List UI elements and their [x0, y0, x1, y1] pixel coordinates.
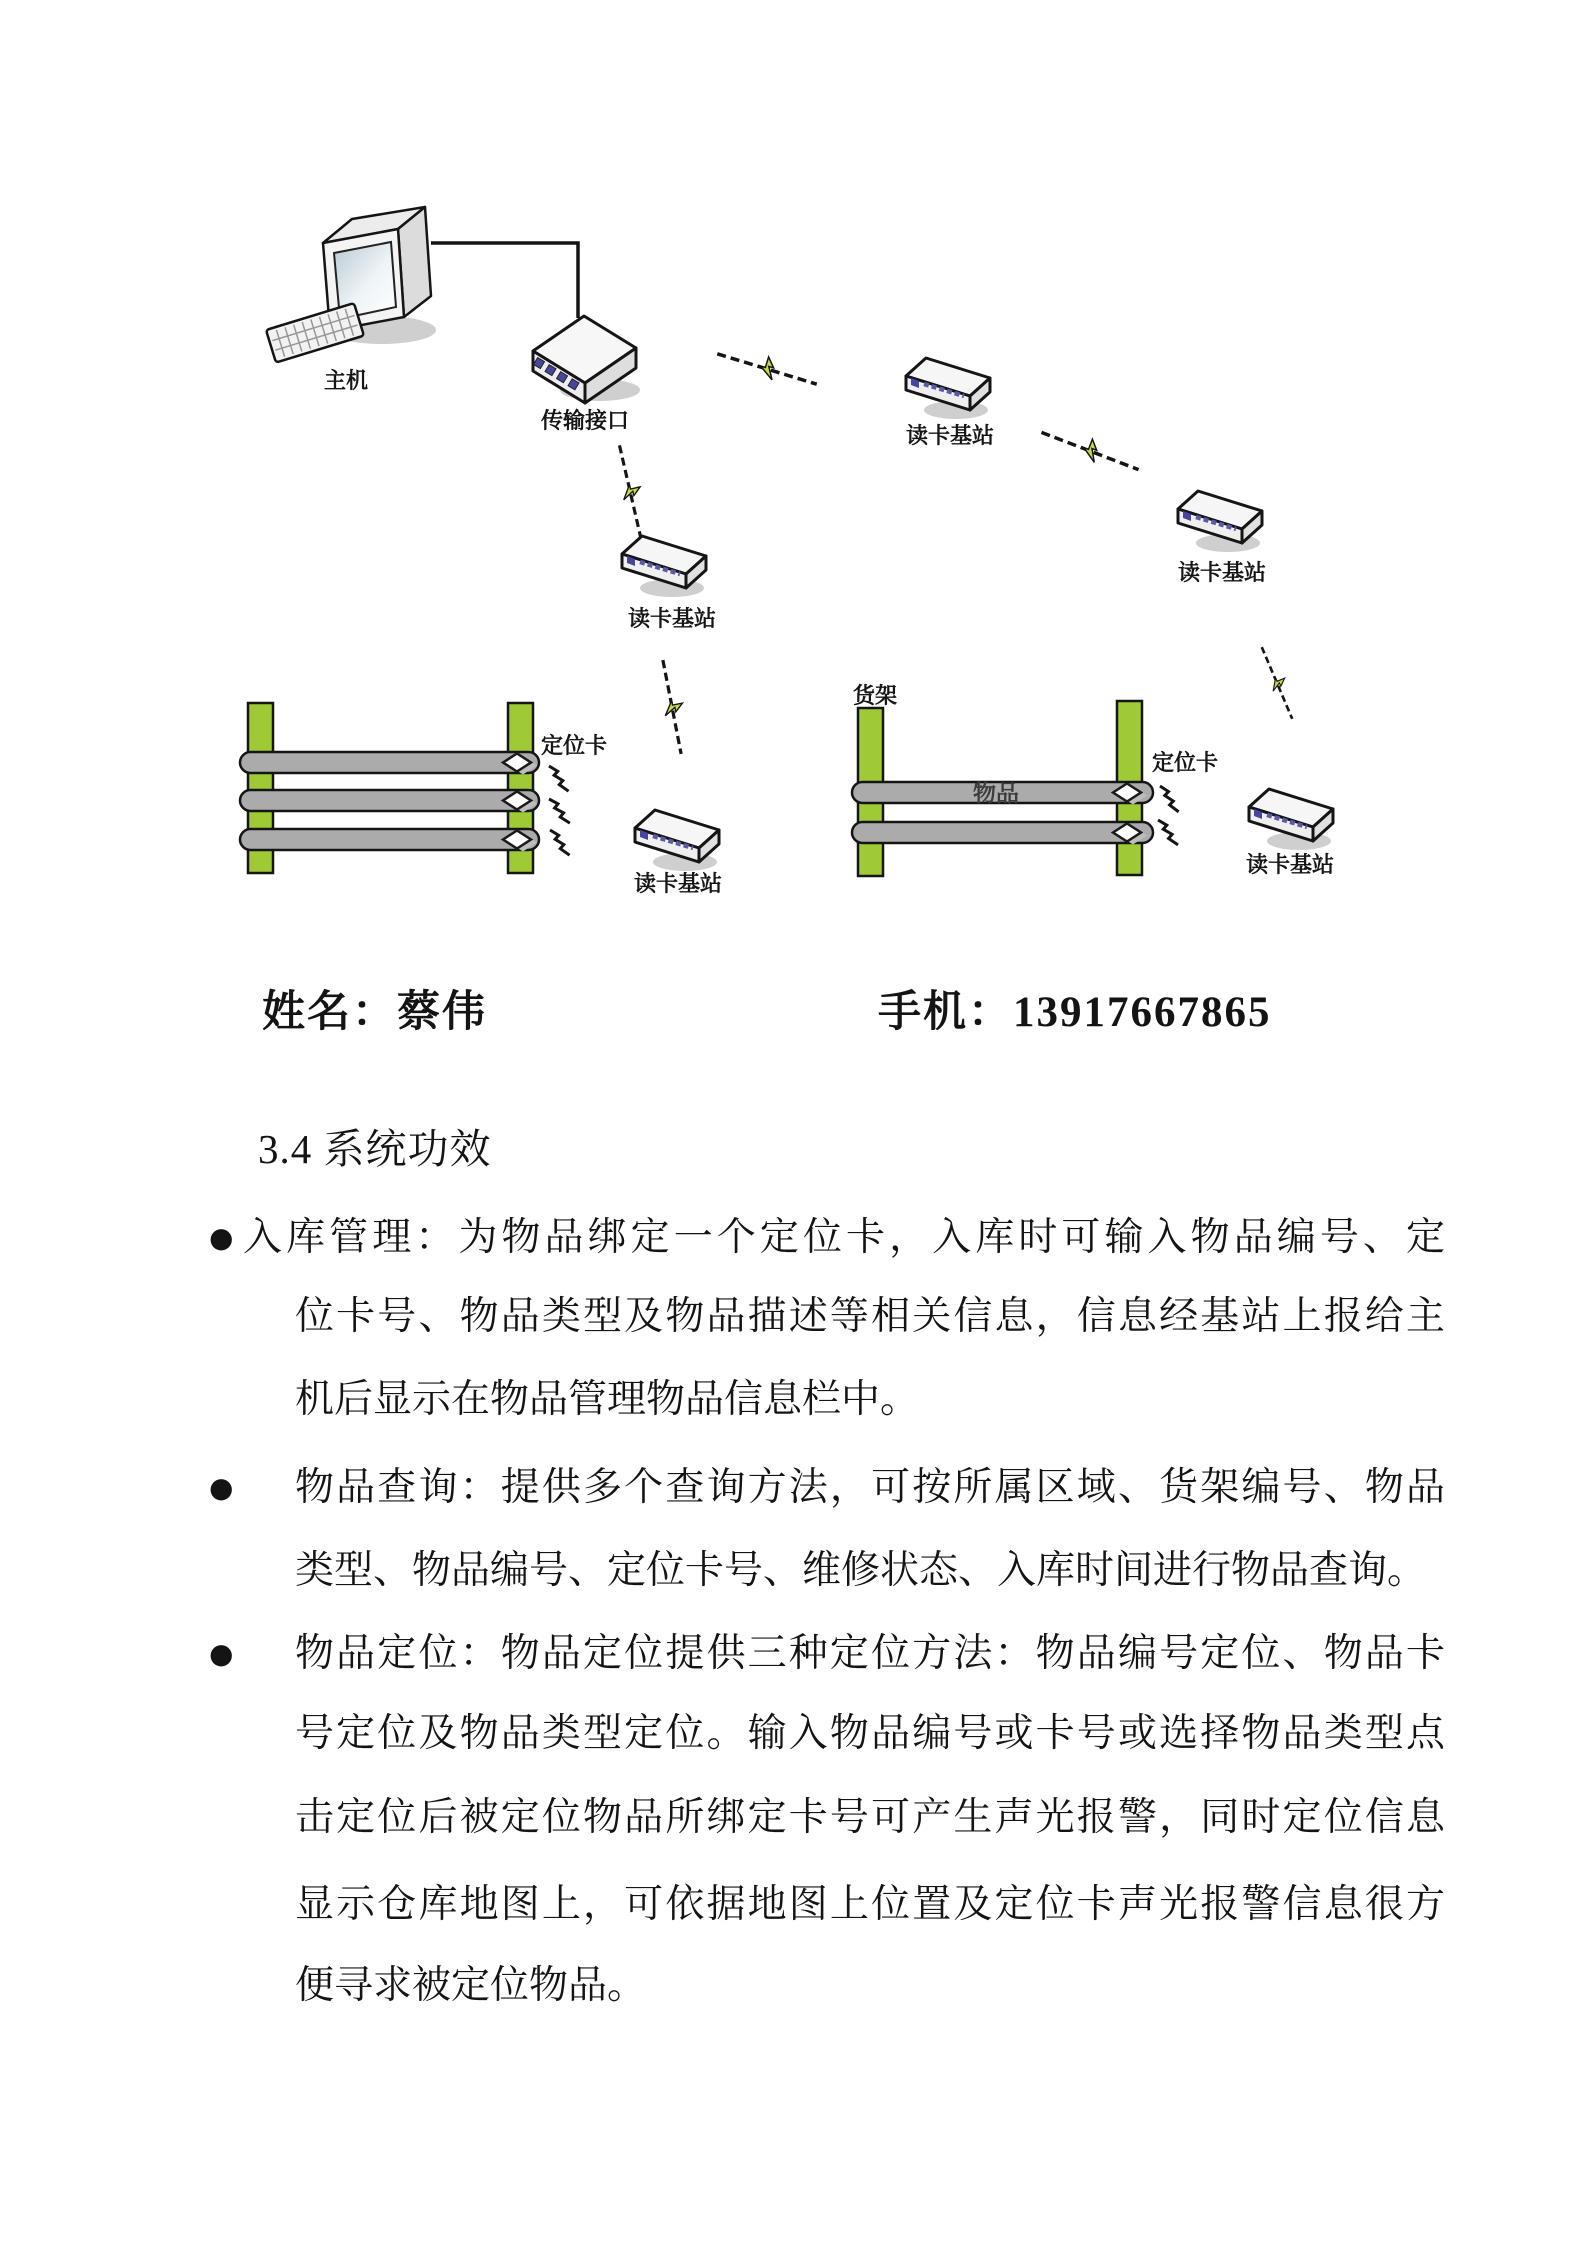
lightning-link-1: [715, 342, 821, 392]
body-line: 入库管理：为物品绑定一个定位卡，入库时可输入物品编号、定: [243, 1216, 1445, 1259]
signal-arrow: [544, 799, 575, 823]
shelf-left: [240, 703, 607, 873]
body-line: 类型、物品编号、定位卡号、维修状态、入库时间进行物品查询。: [295, 1549, 1427, 1592]
reader-station-5: [1246, 789, 1334, 877]
body-line: 位卡号、物品类型及物品描述等相关信息，信息经基站上报给主: [295, 1295, 1445, 1338]
signal-arrow: [544, 830, 575, 855]
body-line: 击定位后被定位物品所绑定卡号可产生声光报警，同时定位信息: [295, 1796, 1445, 1839]
body-line: 机后显示在物品管理物品信息栏中。: [295, 1378, 920, 1421]
body-line: 显示仓库地图上，可依据地图上位置及定位卡声光报警信息很方: [295, 1883, 1445, 1926]
reader-station-3: [622, 536, 716, 631]
reader-station-label: 读卡基站: [1177, 560, 1267, 585]
reader-station-label: 读卡基站: [633, 871, 723, 896]
transfer-interface-device: [533, 316, 640, 433]
section-heading: 3.4 系统功效: [258, 1126, 492, 1172]
lightning-link-2: [1038, 421, 1143, 478]
lightning-link-4: [655, 658, 692, 756]
contact-name: 姓名：蔡伟: [262, 989, 487, 1036]
shelf-bar: [852, 822, 1153, 843]
system-diagram: [0, 0, 1586, 970]
signal-arrow: [1154, 786, 1185, 812]
transfer-interface-label: 传输接口: [540, 408, 630, 433]
body-line: 号定位及物品类型定位。输入物品编号或卡号或选择物品类型点: [295, 1712, 1445, 1755]
lightning-link-5: [1256, 644, 1301, 722]
reader-station-label: 读卡基站: [905, 423, 995, 448]
item-label: 物品: [973, 781, 1019, 806]
shelf-bar: [240, 752, 539, 773]
shelf-bar: [240, 790, 539, 811]
shelf-label: 货架: [852, 683, 898, 708]
reader-station-1: [906, 358, 994, 448]
reader-station-label: 读卡基站: [627, 606, 717, 631]
host-label: 主机: [323, 368, 369, 393]
signal-arrow: [543, 766, 574, 791]
body-line: 便寻求被定位物品。: [295, 1964, 647, 2007]
lightning-link-3: [612, 443, 651, 538]
signal-arrow: [1152, 820, 1183, 845]
host-computer: [266, 207, 436, 393]
shelf-bar: [240, 829, 539, 850]
reader-station-2: [1178, 491, 1266, 585]
body-line: 物品查询：提供多个查询方法，可按所属区域、货架编号、物品: [295, 1466, 1445, 1509]
locator-card-label: 定位卡: [1151, 750, 1219, 775]
reader-station-label: 读卡基站: [1245, 852, 1335, 877]
keyboard: [266, 303, 364, 362]
body-line: 物品定位：物品定位提供三种定位方法：物品编号定位、物品卡: [295, 1632, 1445, 1675]
contact-phone: 手机：13917667865: [878, 989, 1272, 1036]
bullet-marker: ●: [209, 1637, 234, 1670]
bullet-marker: ●: [209, 1471, 234, 1504]
cable: [431, 243, 578, 318]
shelf-right: [852, 683, 1218, 876]
bullet-marker: ●: [209, 1221, 234, 1254]
reader-station-4: [634, 810, 722, 896]
locator-card-label: 定位卡: [540, 733, 608, 758]
